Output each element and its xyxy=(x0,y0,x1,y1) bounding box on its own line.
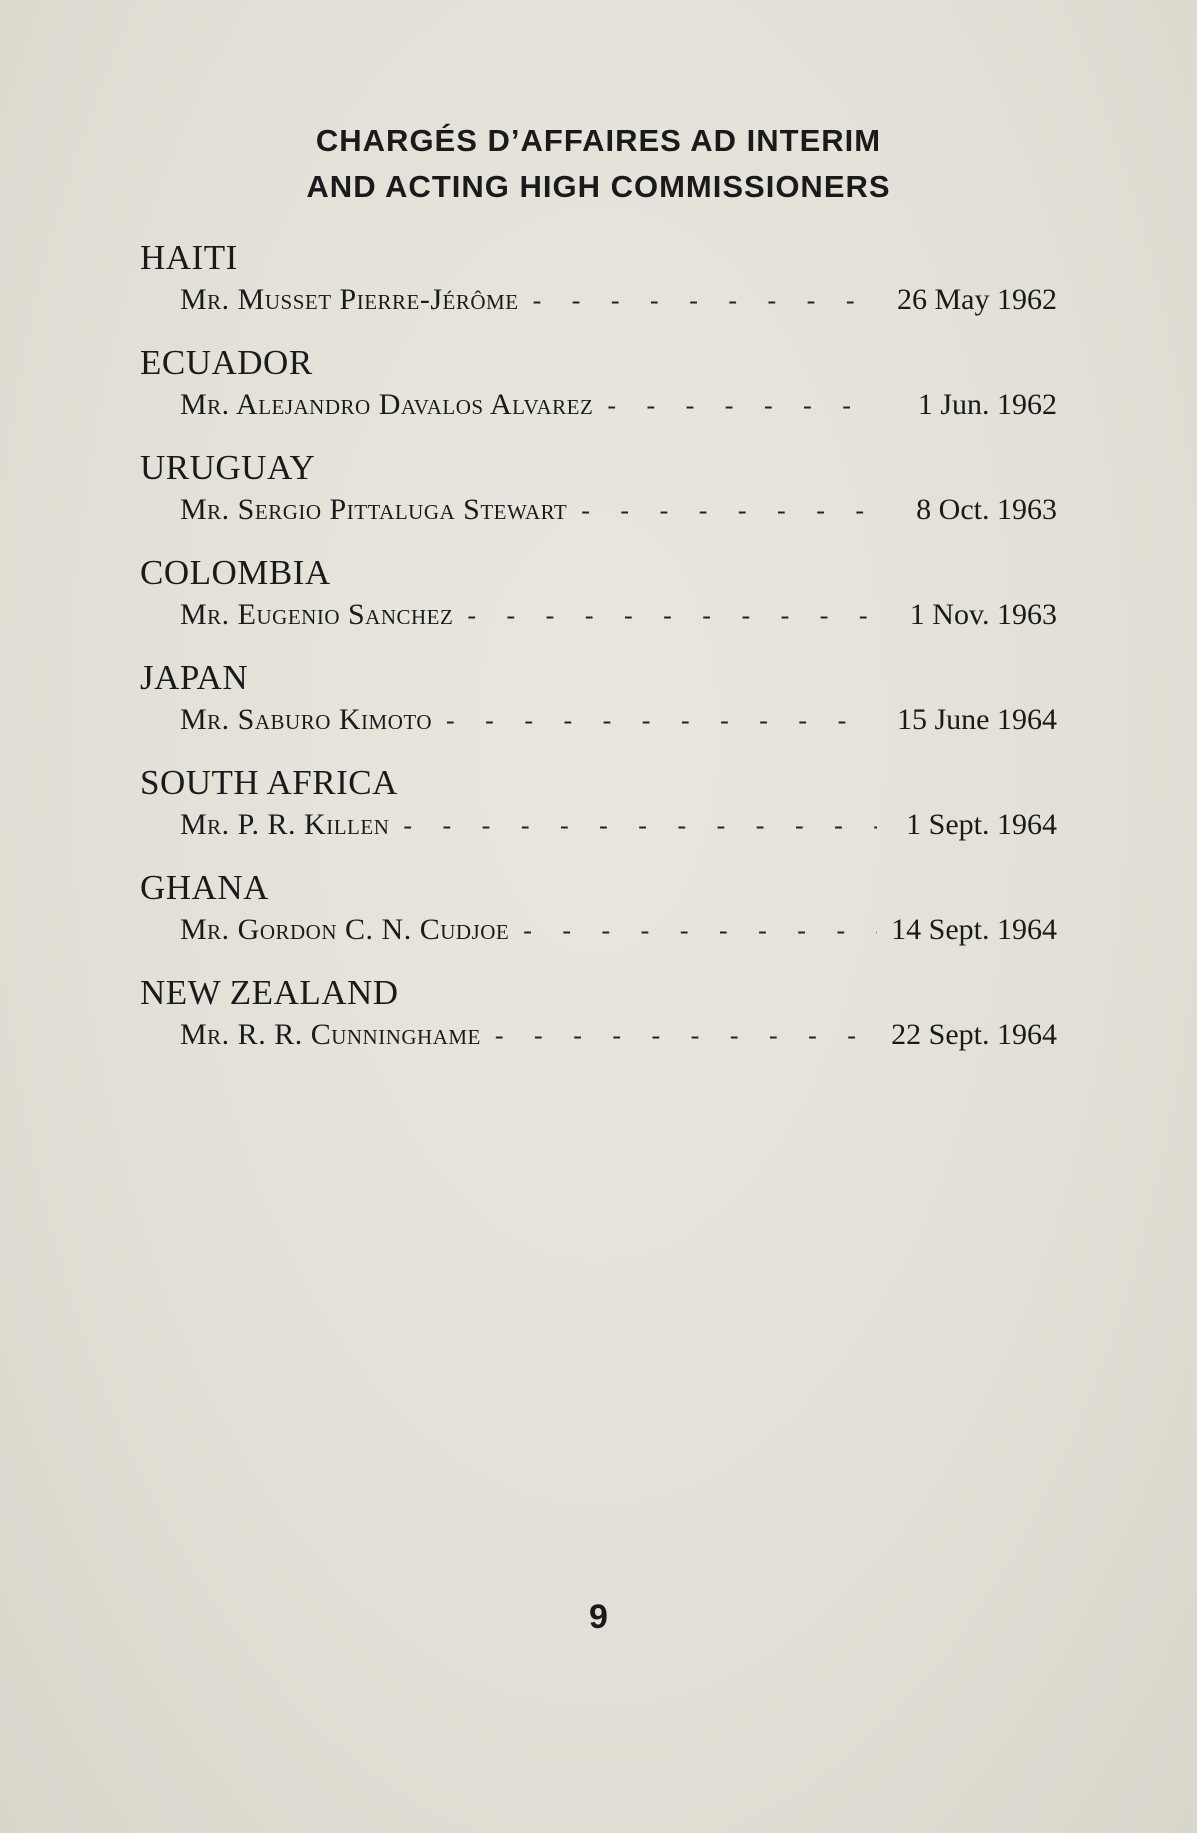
envoy-name: Mr. Alejandro Davalos Alvarez xyxy=(180,388,594,421)
appointment-date: 14 Sept. 1964 xyxy=(891,913,1057,946)
appointment-date: 1 Jun. 1962 xyxy=(917,388,1057,421)
envoy-name: Mr. Eugenio Sanchez xyxy=(180,598,454,631)
envoy-name: Mr. R. R. Cunninghame xyxy=(180,1018,481,1051)
dot-leader xyxy=(453,596,877,636)
appointment-date: 1 Sept. 1964 xyxy=(906,808,1057,841)
appointment-date: 15 June 1964 xyxy=(897,703,1057,736)
country-name: NEW ZEALAND xyxy=(140,973,399,1012)
entry-new-zealand xyxy=(140,971,1057,1056)
envoy-name: Mr. P. R. Killen xyxy=(180,808,390,841)
country-name: JAPAN xyxy=(140,658,249,697)
heading-line-1: CHARGÉS D’AFFAIRES AD INTERIM xyxy=(315,123,882,158)
entry-ghana xyxy=(140,866,1057,951)
appointment-date: 26 May 1962 xyxy=(897,283,1057,316)
country-name: HAITI xyxy=(140,238,238,277)
page-heading xyxy=(140,118,1057,210)
dot-leader xyxy=(567,491,877,531)
country-name: SOUTH AFRICA xyxy=(140,763,398,802)
envoy-name: Mr. Musset Pierre-Jérôme xyxy=(180,283,519,316)
dot-leader xyxy=(519,281,877,321)
dot-leader xyxy=(432,701,877,741)
entry-south-africa xyxy=(140,761,1057,846)
appointment-date: 8 Oct. 1963 xyxy=(916,493,1057,526)
country-name: COLOMBIA xyxy=(140,553,331,592)
envoy-name: Mr. Sergio Pittaluga Stewart xyxy=(180,493,568,526)
heading-line-2: AND ACTING HIGH COMMISSIONERS xyxy=(306,169,891,204)
envoy-row xyxy=(140,1015,1057,1056)
country-name: GHANA xyxy=(140,868,269,907)
envoy-row xyxy=(140,385,1057,426)
envoy-name: Mr. Saburo Kimoto xyxy=(180,703,432,736)
envoy-row xyxy=(140,700,1057,741)
dot-leader xyxy=(509,911,877,951)
appointment-date: 1 Nov. 1963 xyxy=(909,598,1057,631)
entry-haiti xyxy=(140,236,1057,321)
dot-leader xyxy=(593,386,877,426)
entry-colombia xyxy=(140,551,1057,636)
envoy-row xyxy=(140,280,1057,321)
envoy-row xyxy=(140,490,1057,531)
envoy-name: Mr. Gordon C. N. Cudjoe xyxy=(180,913,510,946)
dot-leader xyxy=(389,806,877,846)
entry-japan xyxy=(140,656,1057,741)
page-number: 9 xyxy=(589,1598,608,1636)
dot-leader xyxy=(481,1016,877,1056)
envoy-row xyxy=(140,910,1057,951)
envoy-row xyxy=(140,595,1057,636)
envoy-row xyxy=(140,805,1057,846)
entry-ecuador xyxy=(140,341,1057,426)
country-name: ECUADOR xyxy=(140,343,313,382)
entry-uruguay xyxy=(140,446,1057,531)
appointment-date: 22 Sept. 1964 xyxy=(891,1018,1057,1051)
country-name: URUGUAY xyxy=(140,448,316,487)
